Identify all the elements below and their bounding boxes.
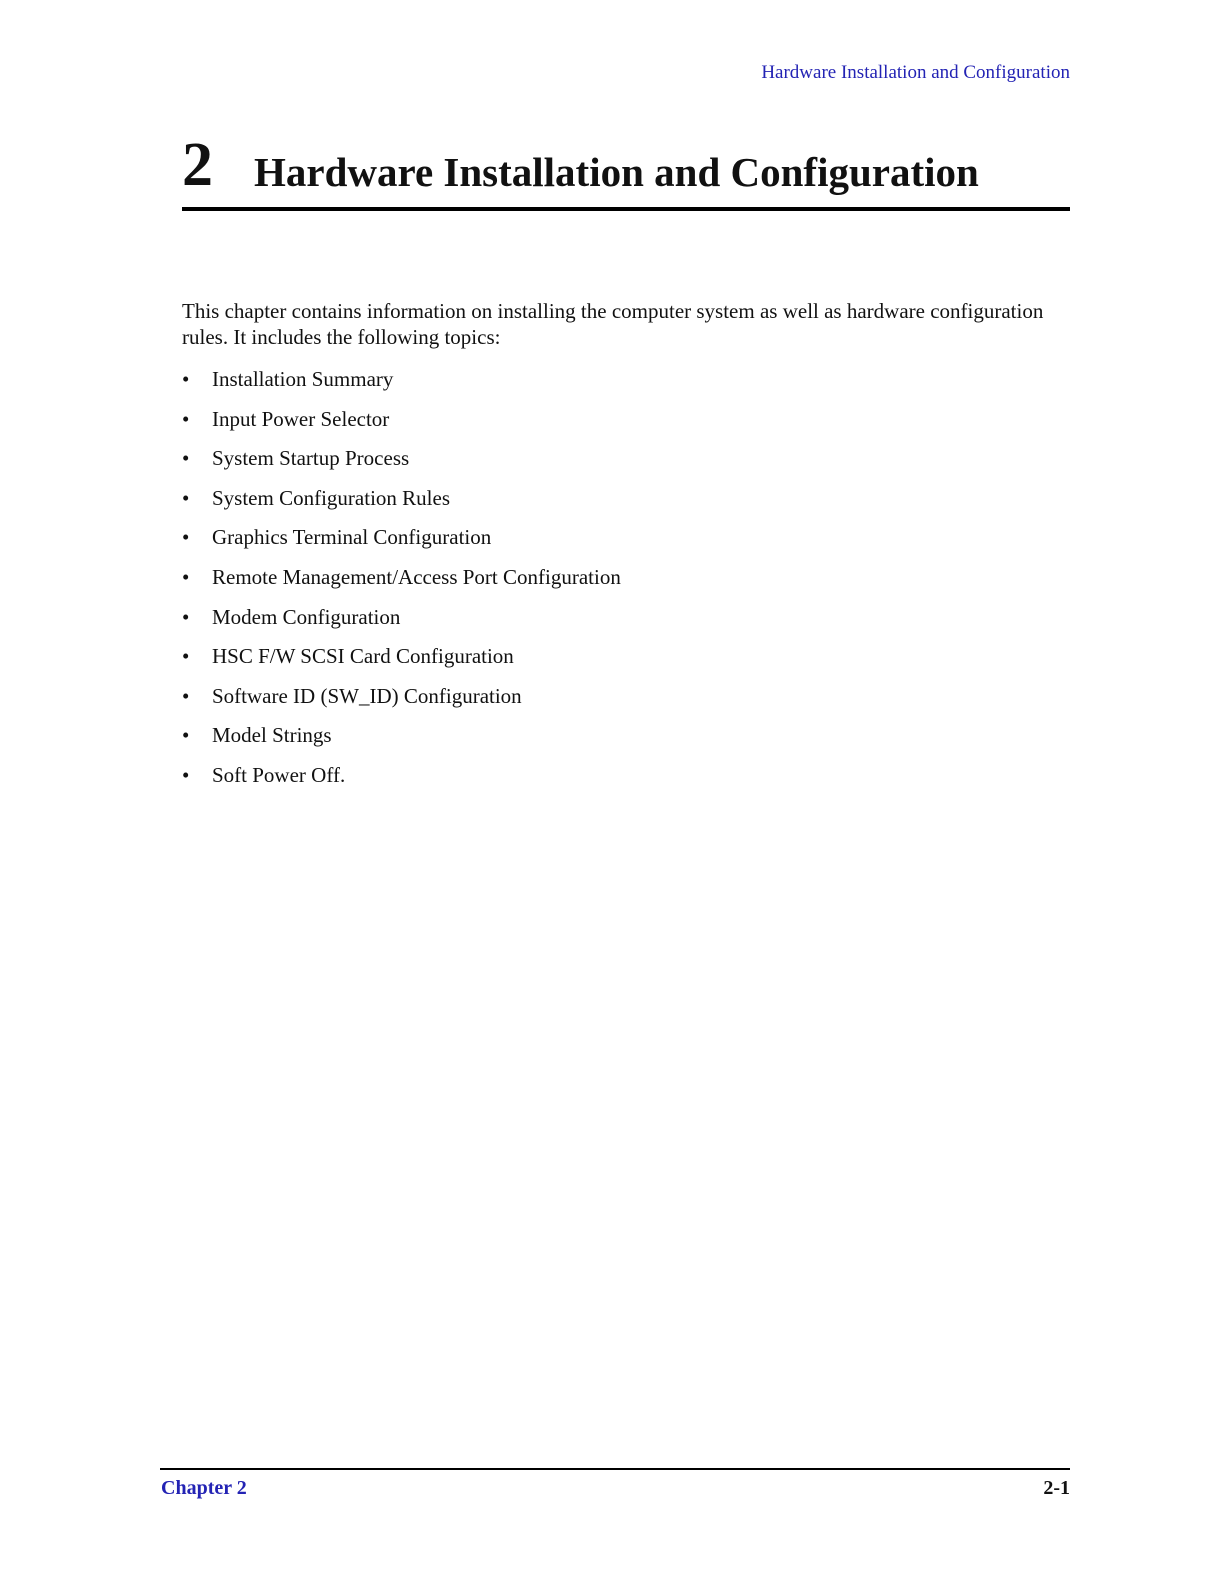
list-item [182,485,1062,525]
list-item [182,524,1062,564]
chapter-number: 2 [182,131,213,199]
footer-chapter-label: Chapter 2 [161,1477,247,1499]
bullet-icon: • [182,683,190,708]
topic-label: Soft Power Off. [212,762,346,787]
title-rule [182,207,1070,211]
bullet-icon: • [182,762,190,787]
bullet-icon: • [182,406,190,431]
topic-label: Remote Management/Access Port Configuration [212,564,621,589]
intro-paragraph: This chapter contains information on installing the computer system as well as hardware configuration rules. It includes the following topics: [182,299,1044,349]
list-item [182,366,1062,406]
bullet-icon: • [182,604,190,629]
list-item [182,406,1062,446]
bullet-icon: • [182,446,190,471]
list-item [182,683,1062,723]
list-item [182,643,1062,683]
bullet-icon: • [182,367,190,391]
topic-label: Model Strings [212,723,332,748]
chapter-heading [182,130,1070,200]
list-item [182,762,1062,802]
topic-list [182,366,1062,802]
topic-label: Modem Configuration [212,604,401,629]
list-item [182,722,1062,762]
list-item [182,564,1062,604]
topic-label: System Startup Process [212,446,410,471]
topic-label: HSC F/W SCSI Card Configuration [212,644,514,669]
footer-rule [160,1468,1070,1470]
topic-label: System Configuration Rules [212,485,450,510]
bullet-icon: • [182,564,190,589]
bullet-icon: • [182,723,190,748]
topic-label: Software ID (SW_ID) Configuration [212,683,522,708]
topic-label: Input Power Selector [212,406,390,431]
footer-page-number: 2-1 [1043,1477,1070,1499]
topic-label: Installation Summary [212,367,394,391]
running-header: Hardware Installation and Configuration [761,62,1070,83]
bullet-icon: • [182,644,190,669]
chapter-title: Hardware Installation and Configuration [254,149,979,195]
bullet-icon: • [182,525,190,550]
list-item [182,604,1062,644]
list-item [182,445,1062,485]
topic-label: Graphics Terminal Configuration [212,525,492,550]
bullet-icon: • [182,485,190,510]
